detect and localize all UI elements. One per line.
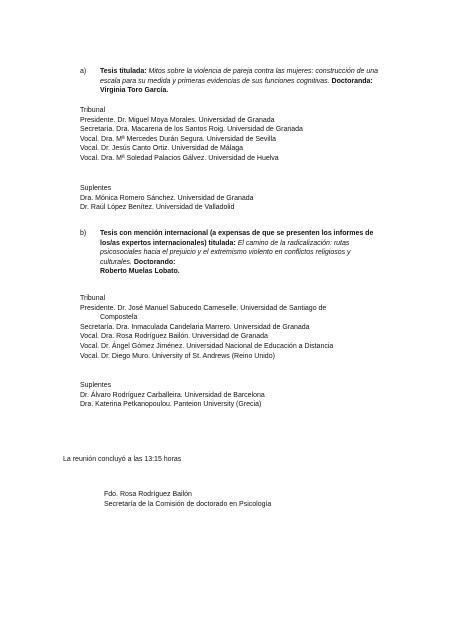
signature-block — [104, 490, 271, 509]
thesis-a-title: Mitos sobre la violencia de pareja contra las mujeres: construcción de una escala para su medida y primeras evidencias de sus funciones cognitivas. — [100, 68, 379, 85]
thesis-a-doctoranda: Virginia Toro García. — [100, 87, 169, 95]
tribunal-member: Vocal. Dr. Jesús Canto Ortiz. Universidad de Málaga — [80, 145, 244, 153]
thesis-a — [80, 67, 380, 96]
tribunal-member: Vocal. Dra. Mª Soledad Palacios Gálvez. Universidad de Huelva — [80, 154, 279, 162]
thesis-a-suplentes — [80, 184, 380, 213]
thesis-a-label: Tesis titulada: — [100, 68, 147, 75]
thesis-a-marker: a) — [80, 68, 87, 75]
thesis-a-content — [100, 67, 380, 96]
tribunal-member-cont: Compostela — [100, 314, 138, 322]
signature-role: Secretaría de la Comisión de doctorado en Psicología — [104, 500, 272, 508]
thesis-b-content — [100, 229, 380, 277]
thesis-b-title: El camino de la radicalización: rutas psicosociales hacia el prejuicio y el extremismo violento en conflictos religiosos y culturales. — [100, 239, 351, 266]
thesis-b-marker: b) — [80, 230, 87, 237]
thesis-a-tribunal — [80, 106, 380, 164]
suplente-member: Dr. Raúl López Benítez. Universidad de Valladolid — [80, 204, 235, 212]
thesis-b-doctorando-label: Doctorando: — [133, 258, 176, 266]
signature-name: Fdo. Rosa Rodríguez Bailón — [104, 491, 192, 498]
suplente-member: Dra. Katerina Petkanopoulou. Panteion University (Grecia) — [80, 401, 262, 409]
thesis-a-doctoranda-label: Doctoranda: — [331, 77, 373, 85]
tribunal-member: Presidente. Dr. José Manuel Sabucedo Cameselle. Universidad de Santiago de — [80, 304, 327, 312]
thesis-b — [80, 229, 380, 277]
tribunal-member: Secretaría. Dra. Macarena de los Santos Roig. Universidad de Granada — [80, 126, 303, 134]
suplente-member: Dr. Álvaro Rodríguez Carballeira. Universidad de Barcelona — [80, 391, 265, 399]
tribunal-member: Vocal. Dra. Rosa Rodríguez Bailón. Universidad de Granada — [80, 333, 268, 341]
thesis-b-doctorando: Roberto Muelas Lobato. — [100, 268, 180, 276]
suplente-member: Dra. Mónica Romero Sánchez. Universidad de Granada — [80, 194, 254, 202]
tribunal-heading: Tribunal — [80, 295, 106, 302]
suplentes-heading: Suplentes — [80, 185, 112, 192]
thesis-b-prefix: Tesis con mención internacional (a expensas de que se presenten los informes de los/as expertos internacionales) titulada: — [100, 230, 374, 247]
tribunal-member: Secretaría. Dra. Inmaculada Candelaria Marrero. Universidad de Granada — [80, 323, 310, 331]
thesis-b-tribunal — [80, 294, 380, 361]
tribunal-member: Vocal. Dr. Ángel Gómez Jiménez. Universidad Nacional de Educación a Distancia — [80, 342, 334, 350]
tribunal-member: Presidente. Dr. Miguel Moya Morales. Universidad de Granada — [80, 116, 275, 124]
tribunal-member: Vocal. Dra. Mª Mercedes Durán Segura. Universidad de Sevilla — [80, 135, 276, 143]
tribunal-heading: Tribunal — [80, 107, 106, 114]
closing-statement: La reunión concluyó a las 13:15 horas — [63, 456, 182, 463]
tribunal-member: Vocal. Dr. Diego Muro. University of St. Andrews (Reino Unido) — [80, 352, 275, 360]
suplentes-heading: Suplentes — [80, 382, 112, 389]
thesis-b-suplentes — [80, 381, 380, 410]
